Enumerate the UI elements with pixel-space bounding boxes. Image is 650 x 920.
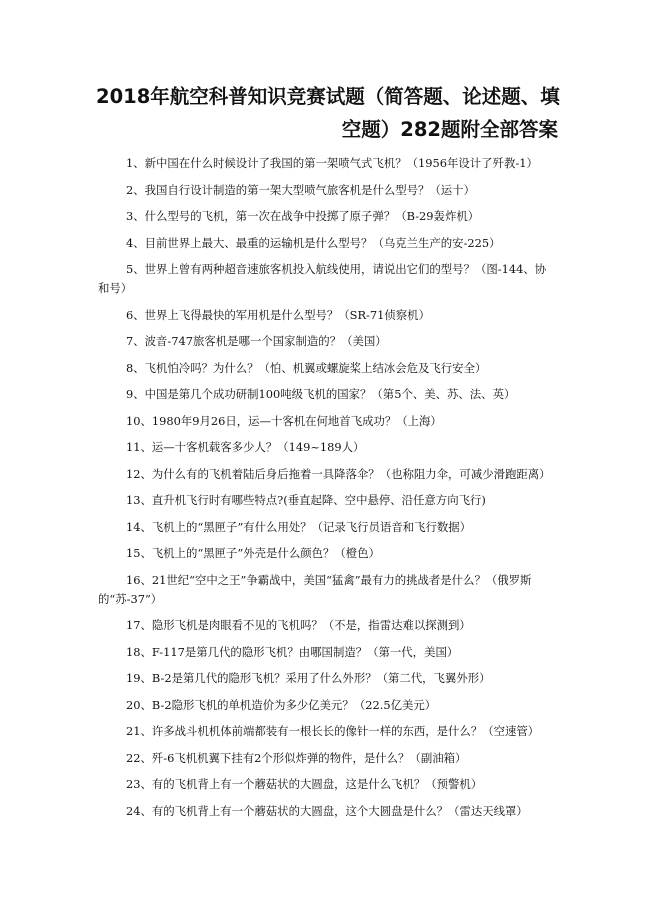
question-item: 16、21世纪“空中之王”争霸战中，美国“猛禽”最有力的挑战者是什么？（俄罗斯的“苏-37”） <box>98 572 532 606</box>
question-item: 4、目前世界上最大、最重的运输机是什么型号？（乌克兰生产的安-225） <box>126 235 501 250</box>
question-item: 21、许多战斗机机体前端都装有一根长长的像针一样的东西，是什么？（空速管） <box>126 724 540 738</box>
question-item: 6、世界上飞得最快的军用机是什么型号？（SR-71侦察机） <box>126 307 430 322</box>
question-item: 14、飞机上的“黑匣子”有什么用处？（记录飞行员语音和飞行数据） <box>126 519 472 534</box>
document-title-line-2: 空题）282题附全部答案 <box>341 118 558 141</box>
question-item: 18、F-117是第几代的隐形飞机？由哪国制造？（第一代，美国） <box>126 644 459 659</box>
question-item: 15、飞机上的“黑匣子”外壳是什么颜色？（橙色） <box>126 546 380 560</box>
question-item: 3、什么型号的飞机，第一次在战争中投掷了原子弹？（B-29轰炸机） <box>126 209 480 223</box>
question-item: 7、波音-747旅客机是哪一个国家制造的？（美国） <box>126 334 387 348</box>
question-item: 23、有的飞机背上有一个蘑菇状的大圆盘，这是什么飞机？（预警机） <box>126 777 483 791</box>
question-item: 1、新中国在什么时候设计了我国的第一架喷气式飞机？（1956年设计了歼教-1） <box>126 156 538 170</box>
question-item: 20、B-2隐形飞机的单机造价为多少亿美元？（22.5亿美元） <box>126 697 437 712</box>
question-item: 5、世界上曾有两种超音速旅客机投入航线使用，请说出它们的型号？（图-144、协和号） <box>98 262 547 295</box>
document-title-line-1: 2018年航空科普知识竞赛试题（简答题、论述题、填 <box>96 85 560 108</box>
question-item: 13、直升机飞行时有哪些特点?(垂直起降、空中悬停、沿任意方向飞行) <box>126 493 486 507</box>
question-item: 2、我国自行设计制造的第一架大型喷气旅客机是什么型号？（运十） <box>126 182 475 197</box>
question-item: 9、中国是第几个成功研制100吨级飞机的国家？（第5个、美、苏、法、英） <box>126 387 516 401</box>
question-item: 24、有的飞机背上有一个蘑菇状的大圆盘，这个大圆盘是什么？（雷达天线罩） <box>126 803 528 818</box>
question-item: 8、飞机怕冷吗？为什么？（怕、机翼或螺旋桨上结冰会危及飞行安全） <box>126 360 487 375</box>
question-item: 12、为什么有的飞机着陆后身后拖着一具降落伞？（也称阻力伞，可减少滑跑距离） <box>126 466 551 481</box>
question-list <box>98 150 553 824</box>
question-item: 10、1980年9月26日，运—十客机在何地首飞成功？（上海） <box>126 413 442 428</box>
question-item: 17、隐形飞机是肉眼看不见的飞机吗？（不是，指雷达难以探测到） <box>126 618 471 632</box>
question-item: 11、运—十客机载客多少人？（149~189人） <box>126 440 365 454</box>
question-item: 22、歼-6飞机机翼下挂有2个形似炸弹的物件，是什么？（副油箱） <box>126 750 467 765</box>
question-item: 19、B-2是第几代的隐形飞机？采用了什么外形？（第二代，飞翼外形） <box>126 671 491 685</box>
